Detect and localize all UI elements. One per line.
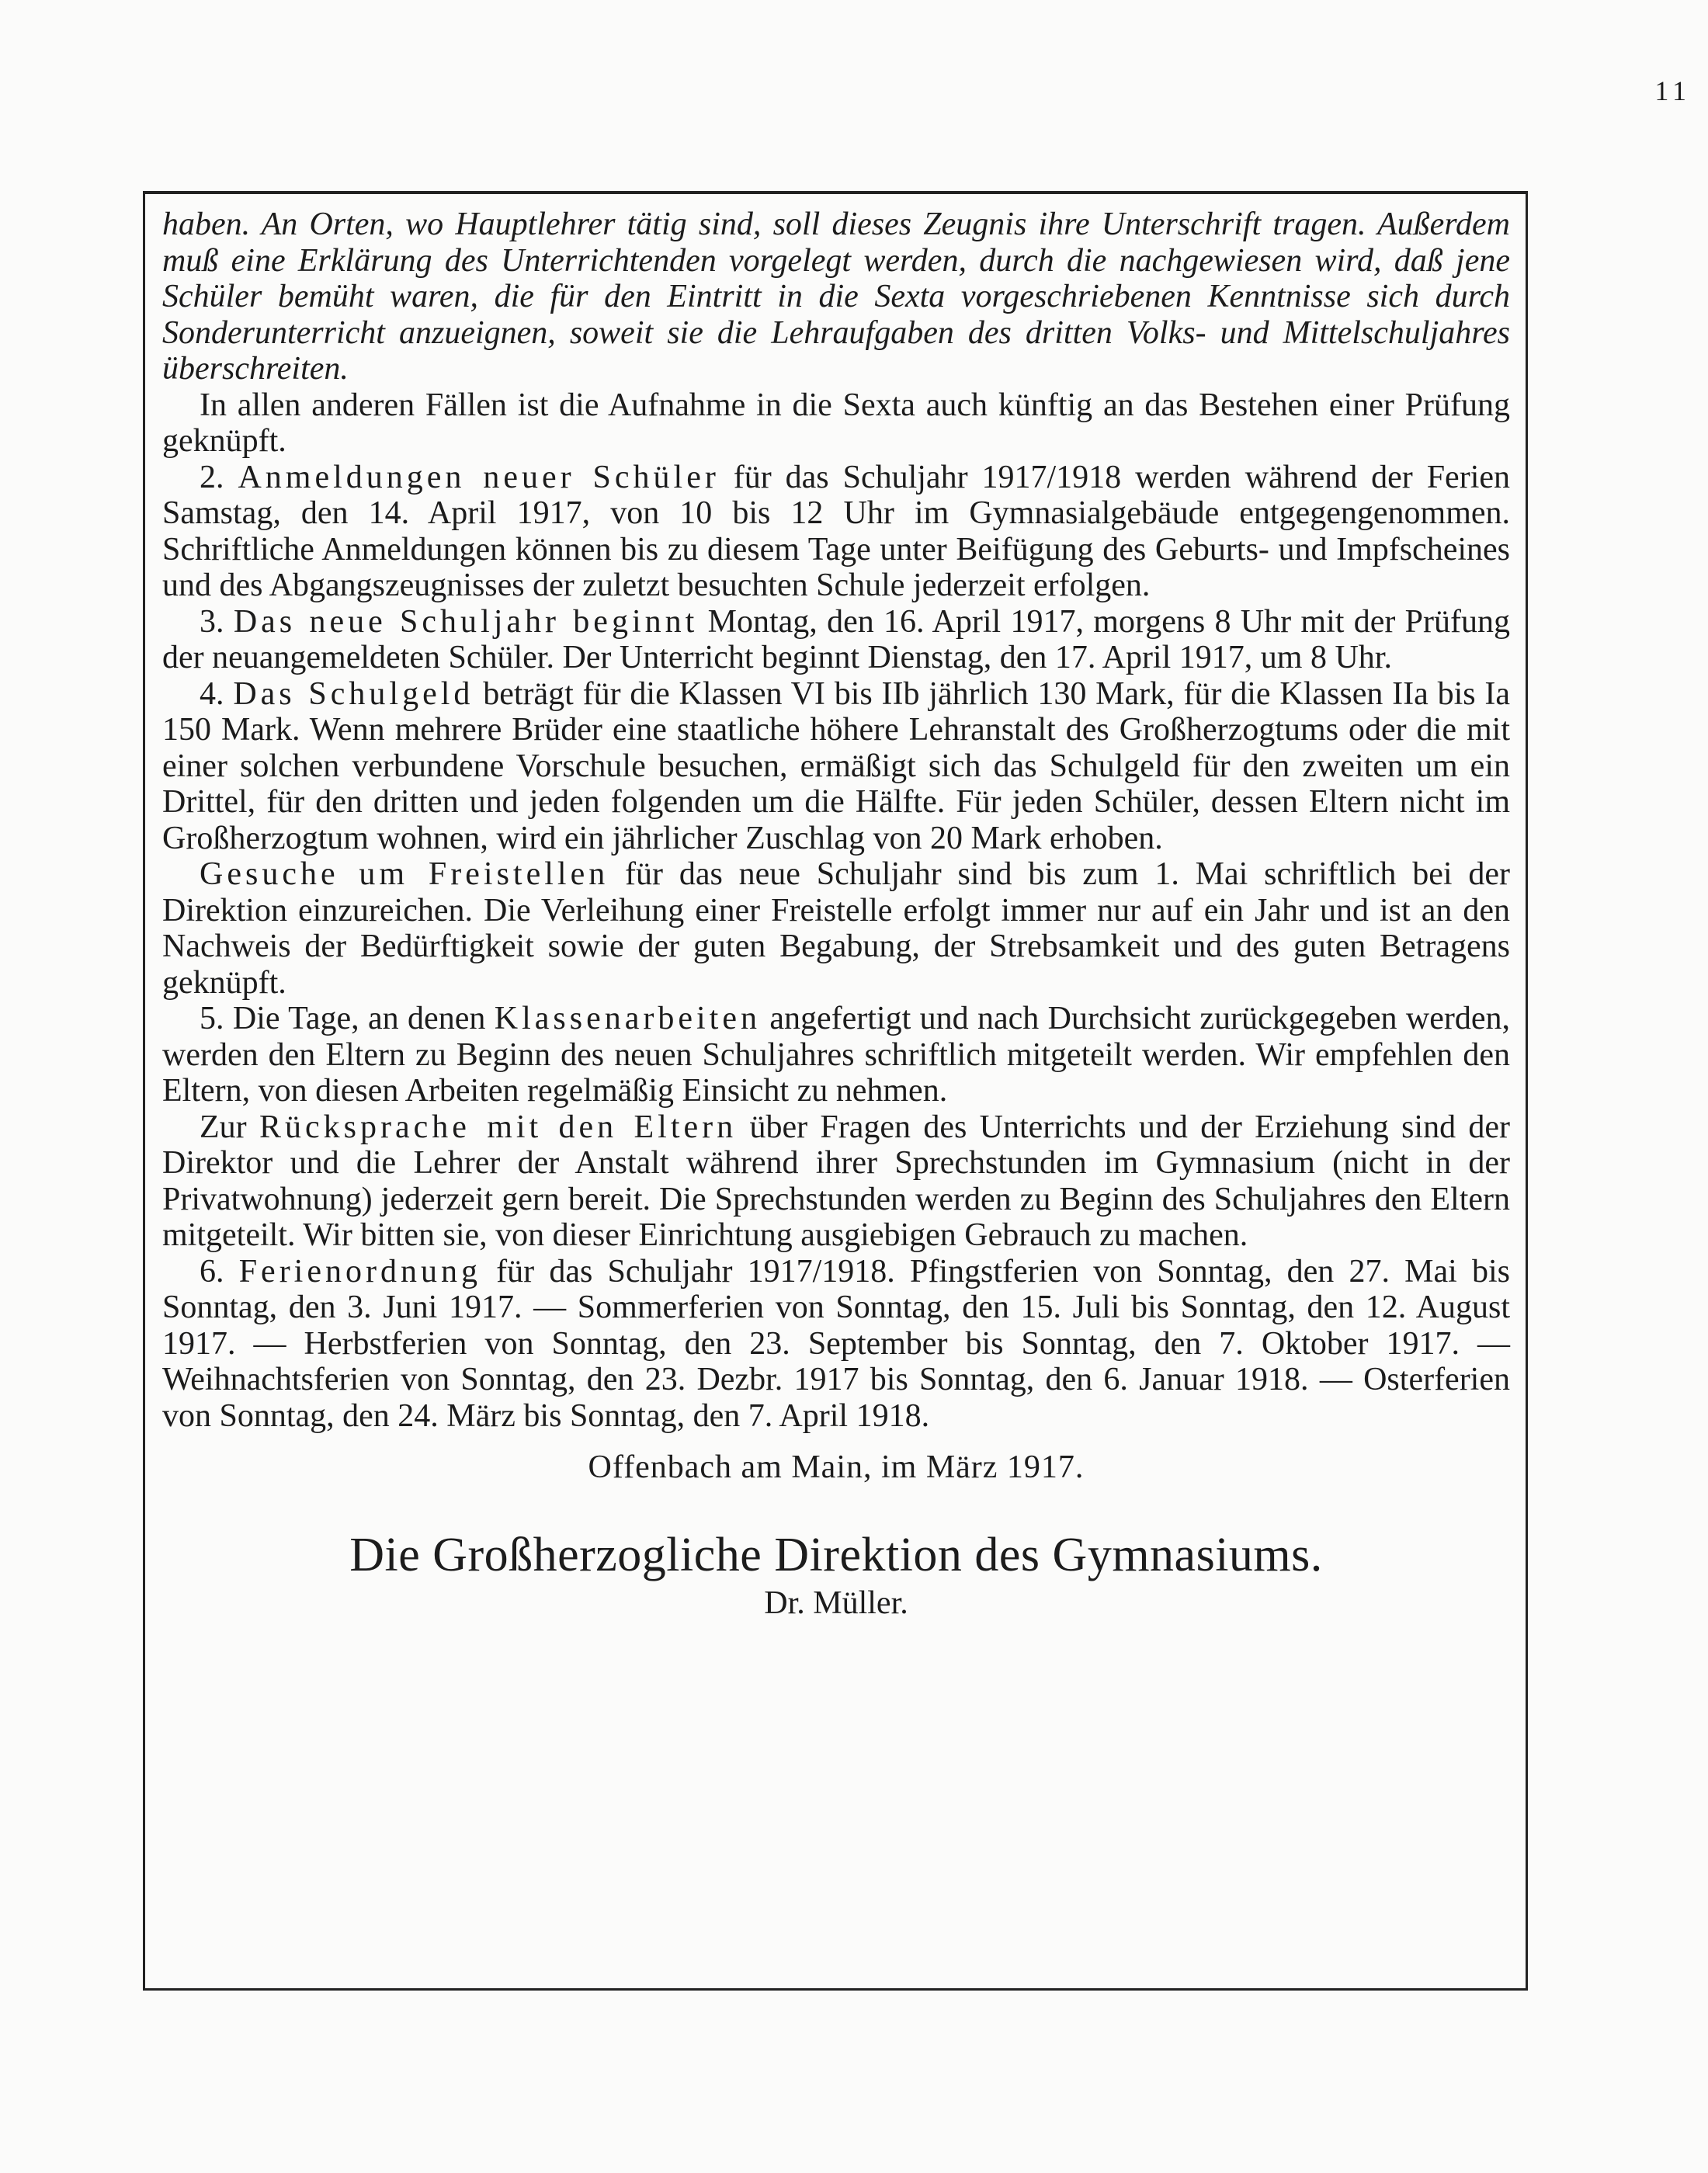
section-text: angefertigt und nach Durchsicht zurückgegeben werden, werden den Eltern zu Beginn des neuen Schuljahres schriftlich mitgeteilt werden. Wir empfehlen den Eltern, von diesen Arbeiten regelmäßig Einsicht zu nehmen. bbox=[162, 1001, 1511, 1109]
section-holidays bbox=[162, 1254, 1510, 1435]
section-text: über Fragen des Unterrichts und der Erziehung sind der Direktor und die Lehrer der Anstalt während ihrer Sprechstunden im Gymnasium (nicht in der Privatwohnung) jederzeit gern bereit. Die Sprechstunden werden zu Beginn des Schuljahres den Eltern mitgeteilt. Wir bitten sie, von dieser Einrichtung ausgiebigen Gebrauch zu machen. bbox=[162, 1109, 1511, 1253]
section-text: Montag, den 16. April 1917, morgens 8 Uhr mit der Prüfung der neuangemeldeten Schüler. Der Unterricht beginnt Dienstag, den 17. April 1917, um 8 Uhr. bbox=[162, 603, 1511, 675]
continuation-line: in die Sexta vorgeschriebenen Kenntnisse sich durch Sonderunterricht anzueignen, bbox=[162, 279, 1510, 351]
section-text: beträgt für die Klassen VI bis IIb jährlich 130 Mark, für die Klassen IIa bis Ia 150 Mark. Wenn mehrere Brüder eine staatliche höhere Lehranstalt des Großherzogtums oder die mit einer solchen verbundene Vorschule besuchen, ermäßigt sich das Schulgeld für den zweiten um ein Drittel, für den dritten und jeden folgenden um die Hälfte. Für jeden Schüler, dessen Eltern nicht im Großherzogtum wohnen, wird ein jährlicher Zuschlag von 20 Mark erhoben. bbox=[162, 675, 1511, 856]
section-text: für das neue Schuljahr sind bis zum 1. Mai schriftlich bei der Direktion einzureichen. Die Verleihung einer Freistelle erfolgt immer nur auf ein Jahr und ist an den Nachweis der Bedürftigkeit sowie der guten Begabung, der Strebsamkeit und des guten Betragens geknüpft. bbox=[162, 856, 1511, 1001]
section-tuition bbox=[162, 676, 1510, 857]
section-consultation bbox=[162, 1109, 1510, 1254]
section-pre: Die Tage, an denen bbox=[232, 1001, 486, 1036]
section-number: 4. bbox=[200, 675, 224, 712]
section-text: für das Schuljahr 1917/1918. Pfingstferien von Sonntag, den 27. Mai bis Sonntag, den 3. Juni 1917. — Sommerferien von Sonntag, den 15. Juli bis Sonntag, den 12. August 1917. — Herbstferien von Sonntag, den 23. September bis Sonntag, den 7. Oktober 1917. — Weihnachtsferien von Sonntag, den 23. Dezbr. 1917 bis Sonntag, den 6. Januar 1918. — Osterferien von Sonntag, den 24. März bis Sonntag, den 7. April 1918. bbox=[162, 1253, 1511, 1434]
exam-paragraph: In allen anderen Fällen ist die Aufnahme in die Sexta auch künftig an das Bestehen einer Prüfung geknüpft. bbox=[162, 387, 1510, 459]
notice-frame bbox=[143, 191, 1528, 1991]
section-school-year bbox=[162, 604, 1510, 676]
section-text: für das Schuljahr 1917/1918 werden während der Ferien Samstag, den 14. April 1917, von 10 bis 12 Uhr im Gymnasialgebäude entgegengenommen. Schriftliche Anmeldungen können bis zu diesem Tage unter Beifügung des Geburts- und Impfscheines und des Abgangszeugnisses der zuletzt besuchten Schule jederzeit erfolgen. bbox=[162, 459, 1510, 603]
signature-name: Dr. Müller. bbox=[764, 1585, 908, 1621]
continuation-line: soweit sie die Lehraufgaben des dritten Volks- und Mittelschuljahres überschreiten. bbox=[162, 314, 1511, 387]
continuation-line: haben. An Orten, wo Hauptlehrer tätig sind, soll dieses Zeugnis ihre Unterschrift bbox=[162, 207, 1262, 242]
section-heading: Ferienordnung bbox=[238, 1253, 481, 1290]
section-heading: Das Schulgeld bbox=[233, 675, 474, 712]
section-class-work bbox=[162, 1001, 1510, 1109]
section-number: 2. bbox=[200, 459, 224, 495]
section-number: 6. bbox=[200, 1253, 224, 1290]
continuation-line: durch die nachgewiesen wird, daß jene Schüler bemüht waren, die für den Eintritt bbox=[162, 242, 1511, 314]
section-heading: Klassenarbeiten bbox=[494, 1001, 761, 1036]
section-heading: Das neue Schuljahr beginnt bbox=[233, 603, 699, 640]
page-number: 11 bbox=[1654, 75, 1691, 106]
section-free-places bbox=[162, 856, 1510, 1001]
section-heading: Gesuche um Freistellen bbox=[200, 856, 609, 892]
section-heading: Rücksprache mit den Eltern bbox=[259, 1109, 738, 1145]
issuing-authority: Die Großherzogliche Direktion des Gymnasiums. bbox=[349, 1528, 1323, 1581]
place-date: Offenbach am Main, im März 1917. bbox=[588, 1449, 1085, 1485]
section-registration bbox=[162, 460, 1510, 604]
continuation-line: tragen. Außerdem muß eine Erklärung des Unterrichtenden vorgelegt werden, bbox=[162, 207, 1510, 279]
continuation-paragraph bbox=[162, 207, 1510, 387]
section-number: 3. bbox=[200, 603, 224, 640]
section-heading: Anmeldungen neuer Schüler bbox=[238, 459, 720, 495]
section-pre: Zur bbox=[200, 1109, 247, 1145]
section-number: 5. bbox=[200, 1001, 224, 1036]
